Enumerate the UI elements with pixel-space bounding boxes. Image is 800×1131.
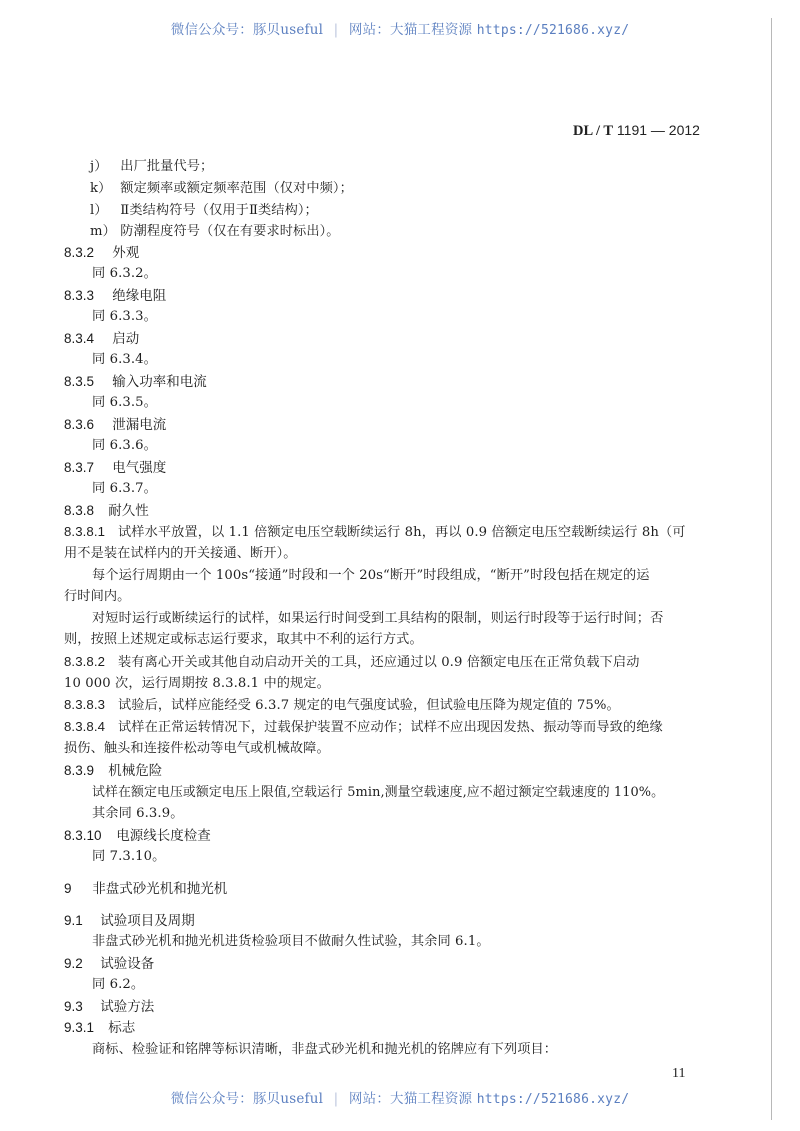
list-item-label: j） <box>90 159 108 174</box>
section-heading-8-3-5: 8.3.5 输入功率和电流 <box>64 374 207 390</box>
watermark-bottom <box>0 1087 800 1107</box>
section-heading-8-3-9: 8.3.9 机械危险 <box>64 763 163 779</box>
list-item-label: k） <box>90 181 112 196</box>
list-item-j <box>90 158 213 176</box>
section-heading-9-3: 9.3 试验方法 <box>64 999 155 1015</box>
section-body-8-3-9-line-2: 其余同 6.3.9。 <box>92 806 184 821</box>
section-body-9-2: 同 6.2。 <box>92 977 145 992</box>
clause-8-3-8-2-line-2: 10 000 次，运行周期按 8.3.8.1 中的规定。 <box>64 676 330 691</box>
watermark-top <box>0 18 800 38</box>
clause-8-3-8-1-para-3-line-2: 则，按照上述规定或标志运行要求，取其中不利的运行方式。 <box>64 632 423 647</box>
clause-8-3-8-1-para-3-line-1: 对短时运行或断续运行的试样，如果运行时间受到工具结构的限制，则运行时段等于运行时间；否 <box>92 611 664 626</box>
watermark-wechat: 微信公众号：豚贝useful <box>170 1091 324 1107</box>
clause-8-3-8-2-line-1: 8.3.8.2 装有离心开关或其他自动启动开关的工具，还应通过以 0.9 倍额定电压在正常负载下启动 <box>64 654 640 670</box>
watermark-url: https://521686.xyz/ <box>476 1092 630 1107</box>
section-body-8-3-3: 同 6.3.3。 <box>92 309 157 324</box>
clause-8-3-8-1-line-2: 用不是装在试样内的开关接通、断开）。 <box>64 546 297 561</box>
clause-number: 8.3.8.1 <box>64 524 106 539</box>
list-item-k <box>90 180 353 198</box>
clause-number: 8.3.8.3 <box>64 697 106 712</box>
section-body-8-3-5: 同 6.3.5。 <box>92 395 157 410</box>
section-heading-8-3-2: 8.3.2 外观 <box>64 245 140 261</box>
section-heading-9-1: 9.1 试验项目及周期 <box>64 913 195 929</box>
watermark-wechat: 微信公众号：豚贝useful <box>170 22 324 38</box>
clause-number: 8.3.8.4 <box>64 719 106 734</box>
list-item-text: 额定频率或额定频率范围（仅对中频）； <box>120 181 353 196</box>
chapter-heading-9: 9 非盘式砂光机和抛光机 <box>64 881 228 897</box>
list-item-m <box>90 223 340 241</box>
section-body-8-3-9-line-1: 试样在额定电压或额定电压上限值,空载运行 5min,测量空载速度,应不超过额定空载速度的 110%。 <box>92 785 665 800</box>
list-item-label: m） <box>90 224 116 239</box>
section-heading-8-3-3: 8.3.3 绝缘电阻 <box>64 288 167 304</box>
clause-8-3-8-1-line-1: 8.3.8.1 试样水平放置，以 1.1 倍额定电压空载断续运行 8h，再以 0.9 倍额定电压空载断续运行 8h（可 <box>64 524 686 540</box>
section-body-9-3-1: 商标、检验证和铭牌等标识清晰，非盘式砂光机和抛光机的铭牌应有下列项目： <box>92 1042 558 1057</box>
watermark-separator: | <box>333 22 339 38</box>
section-heading-8-3-6: 8.3.6 泄漏电流 <box>64 417 167 433</box>
watermark-site: 网站：大猫工程资源 <box>348 1091 473 1107</box>
section-heading-8-3-10: 8.3.10 电源线长度检查 <box>64 828 211 844</box>
section-heading-9-2: 9.2 试验设备 <box>64 956 155 972</box>
section-heading-8-3-8: 8.3.8 耐久性 <box>64 503 149 519</box>
section-body-8-3-6: 同 6.3.6。 <box>92 438 157 453</box>
clause-8-3-8-3-line-1: 8.3.8.3 试验后，试样应能经受 6.3.7 规定的电气强度试验，但试验电压降为规定值的 75%。 <box>64 697 620 713</box>
section-heading-8-3-4: 8.3.4 启动 <box>64 331 140 347</box>
watermark-url: https://521686.xyz/ <box>476 23 630 38</box>
standard-number: 1191 — 2012 <box>616 122 700 138</box>
clause-8-3-8-4-line-2: 损伤、触头和连接件松动等电气或机械故障。 <box>64 741 330 756</box>
section-body-8-3-2: 同 6.3.2。 <box>92 266 157 281</box>
watermark-separator: | <box>333 1091 339 1107</box>
list-item-text: 出厂批量代号； <box>120 159 214 174</box>
clause-8-3-8-4-line-1: 8.3.8.4 试样在正常运转情况下，过载保护装置不应动作；试样不应出现因发热、振动等而导致的绝缘 <box>64 719 663 735</box>
section-body-9-1: 非盘式砂光机和抛光机进货检验项目不做耐久性试验，其余同 6.1。 <box>92 934 490 949</box>
page-number: 11 <box>672 1066 686 1081</box>
section-body-8-3-7: 同 6.3.7。 <box>92 481 157 496</box>
list-item-label: l） <box>90 203 108 218</box>
clause-8-3-8-1-para-2-line-1: 每个运行周期由一个 100s“接通”时段和一个 20s“断开”时段组成，“断开”时段包括在规定的运 <box>92 568 650 583</box>
list-item-text: 防潮程度符号（仅在有要求时标出）。 <box>120 224 340 239</box>
section-body-8-3-10: 同 7.3.10。 <box>92 849 166 864</box>
standard-prefix: DL / T <box>573 123 614 139</box>
section-body-8-3-4: 同 6.3.4。 <box>92 352 157 367</box>
standard-code <box>573 122 700 140</box>
list-item-text: Ⅱ类结构符号（仅用于Ⅱ类结构）； <box>120 203 318 218</box>
section-heading-9-3-1: 9.3.1 标志 <box>64 1020 136 1036</box>
list-item-l <box>90 202 318 220</box>
page-edge-line <box>771 18 772 1120</box>
clause-8-3-8-1-para-2-line-2: 行时间内。 <box>64 589 131 604</box>
section-heading-8-3-7: 8.3.7 电气强度 <box>64 460 167 476</box>
watermark-site: 网站：大猫工程资源 <box>348 22 473 38</box>
clause-number: 8.3.8.2 <box>64 654 106 669</box>
